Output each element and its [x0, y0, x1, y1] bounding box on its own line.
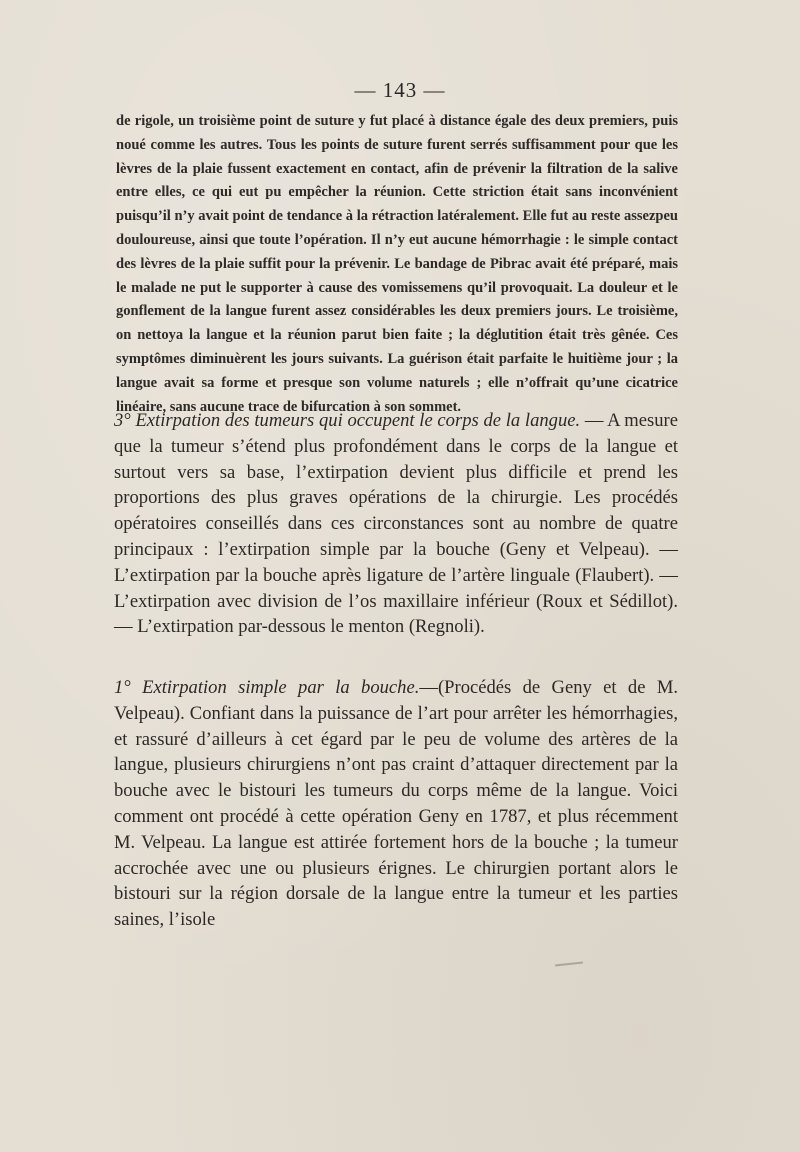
case-report-paragraph — [116, 110, 678, 419]
section-text: A mesure que la tumeur s’étend plus profondément dans le corps de la langue et surtout vers sa base, l’extirpation devient plus difficile et prend les proportions des plus graves opérations de la chirurgie. Les procédés opératoires conseillés dans ces circonstances sont au nombre de quatre principaux : l’extirpation simple par la bouche (Geny et Velpeau). — L’extirpation par la bouche après ligature de l’artère linguale (Flaubert). — L’extirpation avec division de l’os maxillaire inférieur (Roux et Sédillot). — L’extirpation par-dessous le menton (Regnoli). — [114, 410, 678, 638]
section-simple-extirpation-by-mouth — [114, 675, 678, 933]
paragraph-text: de rigole, un troisième point de suture y fut placé à distance égale des deux premiers, puis noué comme les autres. Tous les points de suture furent serrés suffisamment pour que les lèvres de la plaie fussent exactement en contact, afin de prévenir la filtration de la salive entre elles, ce qui eut pu empêcher la réunion. Cette striction était sans inconvénient puisqu’il n’y avait point de tendance à la rétraction latéralement. Elle fut au reste assezpeu douloureuse, ainsi que toute l’opération. Il n’y eut aucune hémorrhagie : le simple contact des lèvres de la plaie suffit pour la prévenir. Le bandage de Pibrac avait été préparé, mais le malade ne put le supporter à cause des vomissemens qu’il provoquait. La douleur et le gonflement de la langue furent assez considérables les deux premiers jours. Le troisième, on nettoya la langue et la réunion parut bien faite ; la déglutition était très gênée. Ces symptômes diminuèrent les jours suivants. La guérison était parfaite le huitième jour ; la langue avait sa forme et presque son volume naturels ; elle n’offrait qu’une cicatrice linéaire, sans aucune trace de bifurcation à son sommet. — [116, 113, 678, 415]
section-paragraph — [114, 408, 678, 640]
section-heading: 1° Extirpation simple par la bouche. — [114, 677, 420, 698]
page-number: — 143 — — [354, 78, 446, 102]
ink-mark — [555, 962, 583, 967]
heading-dash: — — [580, 410, 604, 431]
section-paragraph — [114, 675, 678, 933]
section-extirpation-body-of-tongue — [114, 408, 678, 640]
section-text: —(Procédés de Geny et de M. Velpeau). Confiant dans la puissance de l’art pour arrêter les hémorrhagies, et rassuré d’ailleurs à cet égard par le peu de volume des artères de la langue, plusieurs chirurgiens n’ont pas craint d’attaquer directement par la bouche avec le bistouri les tumeurs du corps même de la langue. Voici comment ont procédé à cette opération Geny en 1787, et plus récemment M. Velpeau. La langue est attirée fortement hors de la bouche ; la tumeur accrochée avec une ou plusieurs érignes. Le chirurgien portant alors le bistouri sur la région dorsale de la langue entre la tumeur et les parties saines, l’isole — [114, 677, 679, 931]
section-heading: 3° Extirpation des tumeurs qui occupent le corps de la langue. — [114, 410, 581, 431]
